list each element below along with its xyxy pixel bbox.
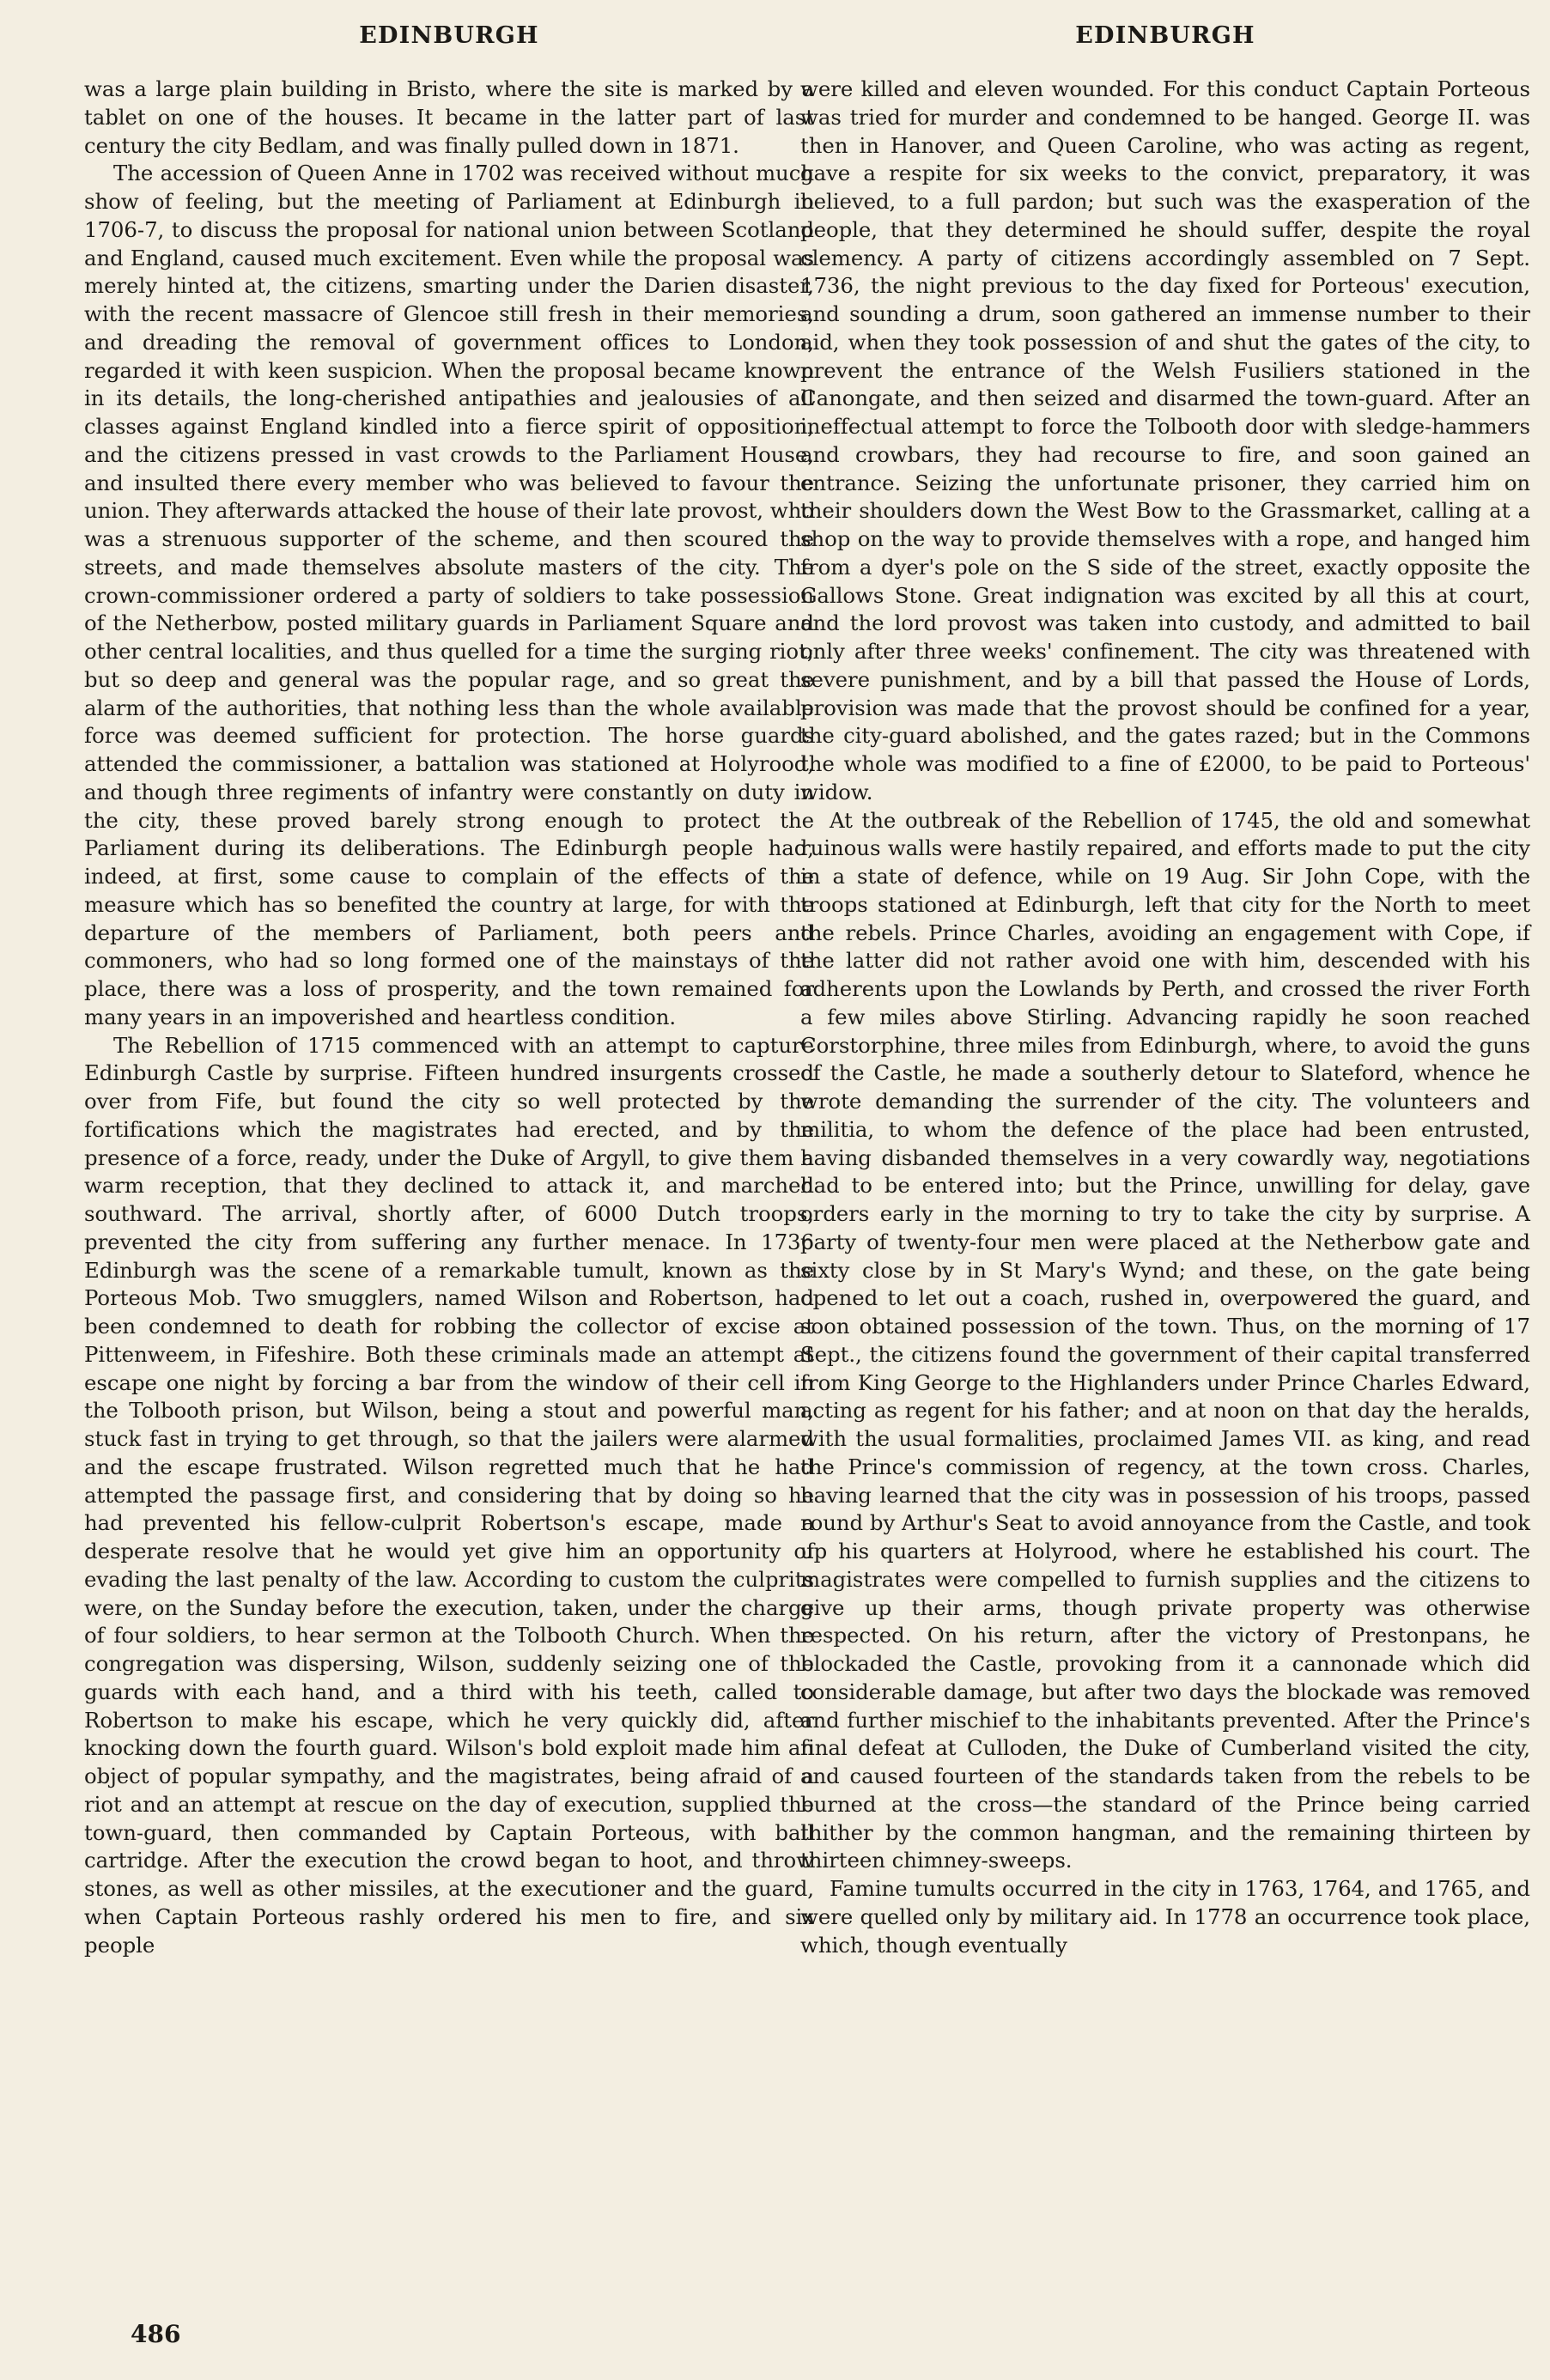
page-number: 486: [131, 2320, 181, 2348]
paragraph: Famine tumults occurred in the city in 1763, 1764, and 1765, and were quelled only by military aid. In 1778 an occurrence took place, which, though eventually: [800, 1876, 1530, 1958]
text-column-left: [84, 76, 814, 1959]
running-head-left: EDINBURGH: [359, 22, 539, 49]
paragraph: The accession of Queen Anne in 1702 was received without much show of feeling, but the meeting of Parliament at Edinburgh in 1706-7, to discuss the proposal for national union between Scotland and England, caused much excitement. Even while the proposal was merely hinted at, the citizens, smarting under the Darien disaster, with the recent massacre of Glencoe still fresh in their memories, and dreading the removal of government offices to London, regarded it with keen suspicion. When the proposal became known in its details, the long-cherished antipathies and jealousies of all classes against England kindled into a fierce spirit of opposition, and the citizens pressed in vast crowds to the Parliament House, and insulted there every member who was believed to favour the union. They afterwards attacked the house of their late provost, who was a strenuous supporter of the scheme, and then scoured the streets, and made themselves absolute masters of the city. The crown-commissioner ordered a party of soldiers to take possession of the Netherbow, posted military guards in Parliament Square and other central localities, and thus quelled for a time the surging riot; but so deep and general was the popular rage, and so great the alarm of the authorities, that nothing less than the whole available force was deemed sufficient for protection. The horse guards attended the commissioner, a battalion was stationed at Holyrood, and though three regiments of infantry were constantly on duty in the city, these proved barely strong enough to protect the Parliament during its deliberations. The Edinburgh people had, indeed, at first, some cause to complain of the effects of the measure which has so benefited the country at large, for with the departure of the members of Parliament, both peers and commoners, who had so long formed one of the mainstays of the place, there was a loss of prosperity, and the town remained for many years in an impoverished and heartless condition.: [84, 161, 814, 1029]
text-column-right: [800, 76, 1530, 1959]
paragraph: were killed and eleven wounded. For this conduct Captain Porteous was tried for murder and condemned to be hanged. George II. was then in Hanover, and Queen Caroline, who was acting as regent, gave a respite for six weeks to the convict, preparatory, it was believed, to a full pardon; but such was the exasperation of the people, that they determined he should suffer, despite the royal clemency. A party of citizens accordingly assembled on 7 Sept. 1736, the night previous to the day fixed for Porteous' execution, and sounding a drum, soon gathered an immense number to their aid, when they took possession of and shut the gates of the city, to prevent the entrance of the Welsh Fusiliers stationed in the Canongate, and then seized and disarmed the town-guard. After an ineffectual attempt to force the Tolbooth door with sledge-hammers and crowbars, they had recourse to fire, and soon gained an entrance. Seizing the unfortunate prisoner, they carried him on their shoulders down the West Bow to the Grassmarket, calling at a shop on the way to provide themselves with a rope, and hanged him from a dyer's pole on the S side of the street, exactly opposite the Gallows Stone. Great indignation was excited by all this at court, and the lord provost was taken into custody, and admitted to bail only after three weeks' confinement. The city was threatened with severe punishment, and by a bill that passed the House of Lords, provision was made that the provost should be confined for a year, the city-guard abolished, and the gates razed; but in the Commons the whole was modified to a fine of £2000, to be paid to Porteous' widow.: [800, 76, 1530, 804]
paragraph: was a large plain building in Bristo, where the site is marked by a tablet on one of the houses. It became in the latter part of last century the city Bedlam, and was finally pulled down in 1871.: [84, 76, 814, 158]
paragraph: At the outbreak of the Rebellion of 1745, the old and somewhat ruinous walls were hastily repaired, and efforts made to put the city in a state of defence, while on 19 Aug. Sir John Cope, with the troops stationed at Edinburgh, left that city for the North to meet the rebels. Prince Charles, avoiding an engagement with Cope, if the latter did not rather avoid one with him, descended with his adherents upon the Lowlands by Perth, and crossed the river Forth a few miles above Stirling. Advancing rapidly he soon reached Corstorphine, three miles from Edinburgh, where, to avoid the guns of the Castle, he made a southerly detour to Slateford, whence he wrote demanding the surrender of the city. The volunteers and militia, to whom the defence of the place had been entrusted, having disbanded themselves in a very cowardly way, negotiations had to be entered into; but the Prince, unwilling for delay, gave orders early in the morning to try to take the city by surprise. A party of twenty-four men were placed at the Netherbow gate and sixty close by in St Mary's Wynd; and these, on the gate being opened to let out a coach, rushed in, overpowered the guard, and soon obtained possession of the town. Thus, on the morning of 17 Sept., the citizens found the government of their capital transferred from King George to the Highlanders under Prince Charles Edward, acting as regent for his father; and at noon on that day the heralds, with the usual formalities, proclaimed James VII. as king, and read the Prince's commission of regency, at the town cross. Charles, having learned that the city was in possession of his troops, passed round by Arthur's Seat to avoid annoyance from the Castle, and took up his quarters at Holyrood, where he established his court. The magistrates were compelled to furnish supplies and the citizens to give up their arms, though private property was otherwise respected. On his return, after the victory of Prestonpans, he blockaded the Castle, provoking from it a cannonade which did considerable damage, but after two days the blockade was removed and further mischief to the inhabitants prevented. After the Prince's final defeat at Culloden, the Duke of Cumberland visited the city, and caused fourteen of the standards taken from the rebels to be burned at the cross—the standard of the Prince being carried thither by the common hangman, and the remaining thirteen by thirteen chimney-sweeps.: [800, 807, 1530, 1873]
paragraph: The Rebellion of 1715 commenced with an attempt to capture Edinburgh Castle by surprise. Fifteen hundred insurgents crossed over from Fife, but found the city so well protected by the fortifications which the magistrates had erected, and by the presence of a force, ready, under the Duke of Argyll, to give them a warm reception, that they declined to attack it, and marched southward. The arrival, shortly after, of 6000 Dutch troops, prevented the city from suffering any further menace. In 1736 Edinburgh was the scene of a remarkable tumult, known as the Porteous Mob. Two smugglers, named Wilson and Robertson, had been condemned to death for robbing the collector of excise at Pittenweem, in Fifeshire. Both these criminals made an attempt at escape one night by forcing a bar from the window of their cell in the Tolbooth prison, but Wilson, being a stout and powerful man, stuck fast in trying to get through, so that the jailers were alarmed and the escape frustrated. Wilson regretted much that he had attempted the passage first, and considering that by doing so he had prevented his fellow-culprit Robertson's escape, made a desperate resolve that he would yet give him an opportunity of evading the last penalty of the law. According to custom the culprits were, on the Sunday before the execution, taken, under the charge of four soldiers, to hear sermon at the Tolbooth Church. When the congregation was dispersing, Wilson, suddenly seizing one of the guards with each hand, and a third with his teeth, called to Robertson to make his escape, which he very quickly did, after knocking down the fourth guard. Wilson's bold exploit made him an object of popular sympathy, and the magistrates, being afraid of a riot and an attempt at rescue on the day of execution, supplied the town-guard, then commanded by Captain Porteous, with ball cartridge. After the execution the crowd began to hoot, and throw stones, as well as other missiles, at the executioner and the guard, when Captain Porteous rashly ordered his men to fire, and six people: [84, 1032, 814, 1958]
running-head-right: EDINBURGH: [1075, 22, 1255, 49]
